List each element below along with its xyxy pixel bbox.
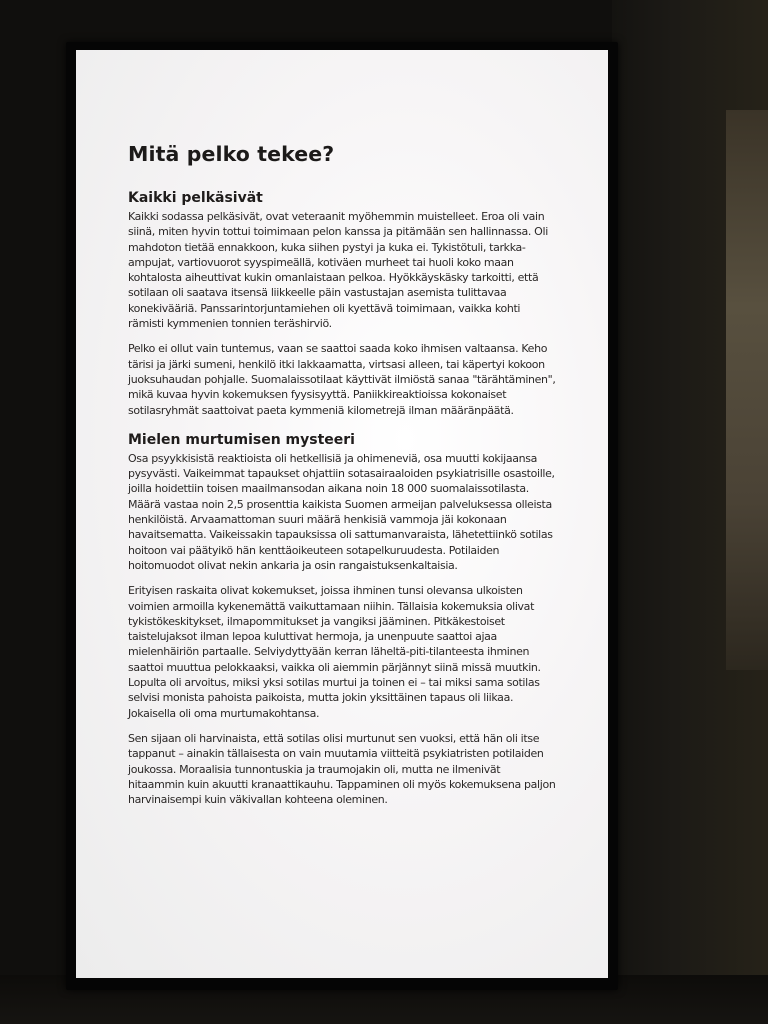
sign-title: Mitä pelko tekee? (128, 142, 335, 166)
paragraph: Kaikki sodassa pelkäsivät, ovat veteraanit myöhemmin muistelleet. Eroa oli vain siinä, miten hyvin tottui toimimaan pelon kanssa ja pitämään sen hallinnassa. Oli mahdoton tietää ennakkoon, kuka siihen pystyi ja kuka ei. Tykistötuli, tarkka-ampujat, vartiovuorot syyspimeällä, kotiväen murheet tai huoli koko maan kohtalosta aiheuttivat kukin omanlaistaan pelkoa. Hyökkäyskäsky tarkoitti, että sotilaan oli saatava itsensä liikkeelle päin vastustajan asemista tulittavaa konekivääriä. Panssarintorjuntamiehen oli kyettävä toimimaan, vaikka kohti rämisti kymmenien tonnien teräshirviö. (128, 210, 548, 331)
paragraph: Erityisen raskaita olivat kokemukset, joissa ihminen tunsi olevansa ulkoisten voimien armoilla kykenemättä vaikuttamaan niihin. Tällaisia kokemuksia olivat tykistökeskitykset, ilmapommitukset ja vangiksi jääminen. Pitkäkestoiset taistelujaksot ilman lepoa kuluttivat hermoja, ja unenpuute saattoi ajaa mielenhäiriön partaalle. Selviydyttyään kerran läheltä-piti-tilanteesta ihminen saattoi muuttua pelokkaaksi, vaikka oli aiemmin pärjännyt siinä missä muutkin. Lopulta oli arvoitus, miksi yksi sotilas murtui ja toinen ei – tai miksi sama sotilas selvisi monista pahoista paikoista, mutta jokin yksittäinen tapaus oli liikaa. Jokaisella oli oma murtumakohtansa. (128, 584, 541, 720)
lightbox-panel (76, 50, 608, 978)
section-heading-fear: Kaikki pelkäsivät (128, 190, 263, 206)
background-lit-wall (726, 110, 768, 670)
sign-content (128, 142, 558, 817)
section-heading-mystery: Mielen murtumisen mysteeri (128, 431, 355, 448)
paragraph: Pelko ei ollut vain tuntemus, vaan se saattoi saada koko ihmisen valtaansa. Keho tärisi ja järki sumeni, henkilö itki lakkaamatta, virtsasi alleen, tai käpertyi kokoon juoksuhaudan pohjalle. Suomalaissotilaat käyttivät ilmiöstä sanaa "tärähtäminen", mikä kuvaa hyvin kokemuksen fyysisyyttä. Paniikkireaktioissa kokonaiset sotilasryhmät saattoivat paeta kymmeniä kilometrejä ilman määränpäätä. (128, 342, 556, 417)
paragraph: Osa psyykkisistä reaktioista oli hetkellisiä ja ohimeneviä, osa muutti kokijaansa pysyvästi. Vaikeimmat tapaukset ohjattiin sotasairaaloiden psykiatrisille osastoille, joilla hoidettiin toisen maailmansodan aikana noin 18 000 suomalaissotilasta. Määrä vastaa noin 2,5 prosenttia kaikista Suomen armeijan palveluksessa olleista henkilöistä. Arvaamattoman suuri määrä henkisiä vammoja jäi kokonaan havaitsematta. Vaikeissakin tapauksissa oli sattumanvaraista, lähetettiinkö sotilas hoitoon vai päätyikö hän kenttäoikeuteen sotapelkuruudesta. Potilaiden hoitomuodot olivat nekin ankaria ja osin rangaistuksenkaltaisia. (128, 451, 555, 572)
paragraph: Sen sijaan oli harvinaista, että sotilas olisi murtunut sen vuoksi, että hän oli itse tappanut – ainakin tällaisesta on vain muutamia viitteitä psykiatristen potilaiden joukossa. Moraalisia tunnontuskia ja traumojakin oli, mutta ne ilmenivät hitaammin kuin akuutti kranaattikauhu. Tappaminen oli myös kokemuksena paljon harvinaisempi kuin väkivallan kohteena oleminen. (128, 731, 556, 807)
